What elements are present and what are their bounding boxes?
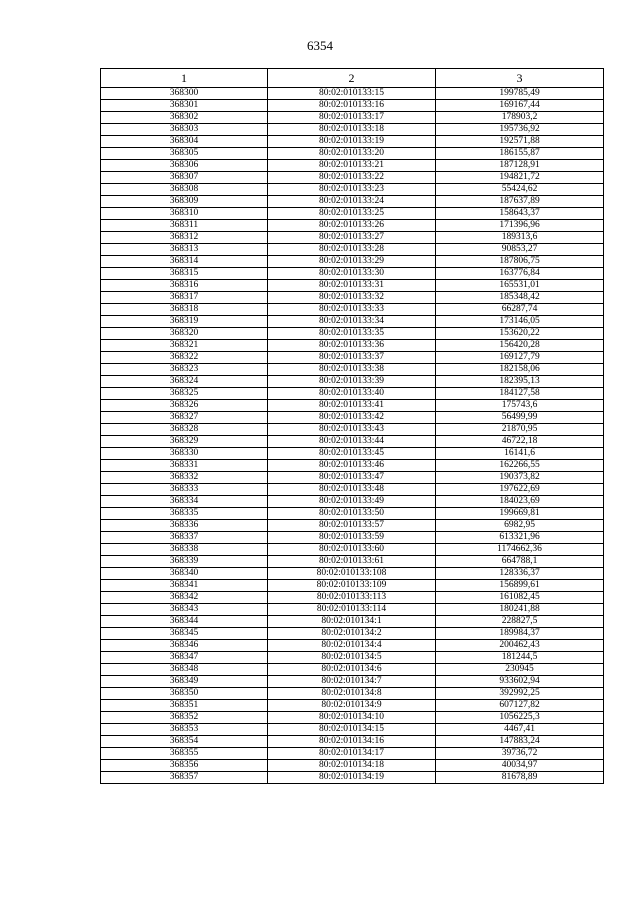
value-cell: 189984,37 xyxy=(436,628,604,640)
cadastral-number-cell: 80:02:010133:49 xyxy=(268,496,436,508)
value-cell: 192571,88 xyxy=(436,136,604,148)
row-number-cell: 368327 xyxy=(101,412,268,424)
row-number-cell: 368331 xyxy=(101,460,268,472)
value-cell: 147883,24 xyxy=(436,736,604,748)
table-row xyxy=(101,340,604,352)
value-cell: 66287,74 xyxy=(436,304,604,316)
table-row xyxy=(101,664,604,676)
cadastral-number-cell: 80:02:010134:6 xyxy=(268,664,436,676)
cadastral-number-cell: 80:02:010134:17 xyxy=(268,748,436,760)
value-cell: 6982,95 xyxy=(436,520,604,532)
table-row xyxy=(101,520,604,532)
table-row xyxy=(101,364,604,376)
cadastral-number-cell: 80:02:010133:24 xyxy=(268,196,436,208)
table-row xyxy=(101,88,604,100)
cadastral-number-cell: 80:02:010133:16 xyxy=(268,100,436,112)
value-cell: 178903,2 xyxy=(436,112,604,124)
row-number-cell: 368310 xyxy=(101,208,268,220)
table-row xyxy=(101,724,604,736)
cadastral-number-cell: 80:02:010133:113 xyxy=(268,592,436,604)
table-row xyxy=(101,460,604,472)
row-number-cell: 368329 xyxy=(101,436,268,448)
value-cell: 56499,99 xyxy=(436,412,604,424)
row-number-cell: 368336 xyxy=(101,520,268,532)
cadastral-number-cell: 80:02:010133:27 xyxy=(268,232,436,244)
column-header-2: 2 xyxy=(268,69,436,88)
cadastral-number-cell: 80:02:010134:18 xyxy=(268,760,436,772)
row-number-cell: 368307 xyxy=(101,172,268,184)
value-cell: 184023,69 xyxy=(436,496,604,508)
row-number-cell: 368312 xyxy=(101,232,268,244)
value-cell: 165531,01 xyxy=(436,280,604,292)
row-number-cell: 368320 xyxy=(101,328,268,340)
row-number-cell: 368326 xyxy=(101,400,268,412)
table-row xyxy=(101,400,604,412)
cadastral-number-cell: 80:02:010133:43 xyxy=(268,424,436,436)
value-cell: 40034,97 xyxy=(436,760,604,772)
row-number-cell: 368303 xyxy=(101,124,268,136)
row-number-cell: 368324 xyxy=(101,376,268,388)
table-row xyxy=(101,316,604,328)
table-body xyxy=(101,88,604,784)
table-header-row xyxy=(101,69,604,88)
value-cell: 185348,42 xyxy=(436,292,604,304)
cadastral-number-cell: 80:02:010133:18 xyxy=(268,124,436,136)
table-row xyxy=(101,772,604,784)
row-number-cell: 368319 xyxy=(101,316,268,328)
cadastral-number-cell: 80:02:010133:33 xyxy=(268,304,436,316)
value-cell: 182158,06 xyxy=(436,364,604,376)
table-row xyxy=(101,244,604,256)
cadastral-number-cell: 80:02:010133:32 xyxy=(268,292,436,304)
cadastral-number-cell: 80:02:010133:31 xyxy=(268,280,436,292)
value-cell: 184127,58 xyxy=(436,388,604,400)
table-row xyxy=(101,220,604,232)
row-number-cell: 368342 xyxy=(101,592,268,604)
data-table xyxy=(100,68,604,784)
row-number-cell: 368346 xyxy=(101,640,268,652)
cadastral-number-cell: 80:02:010134:8 xyxy=(268,688,436,700)
row-number-cell: 368349 xyxy=(101,676,268,688)
value-cell: 81678,89 xyxy=(436,772,604,784)
row-number-cell: 368333 xyxy=(101,484,268,496)
cadastral-number-cell: 80:02:010133:109 xyxy=(268,580,436,592)
value-cell: 195736,92 xyxy=(436,124,604,136)
cadastral-number-cell: 80:02:010133:22 xyxy=(268,172,436,184)
cadastral-number-cell: 80:02:010133:28 xyxy=(268,244,436,256)
value-cell: 128336,37 xyxy=(436,568,604,580)
value-cell: 4467,41 xyxy=(436,724,604,736)
value-cell: 933602,94 xyxy=(436,676,604,688)
value-cell: 228827,5 xyxy=(436,616,604,628)
value-cell: 182395,13 xyxy=(436,376,604,388)
row-number-cell: 368325 xyxy=(101,388,268,400)
table-row xyxy=(101,496,604,508)
row-number-cell: 368323 xyxy=(101,364,268,376)
value-cell: 16141,6 xyxy=(436,448,604,460)
row-number-cell: 368339 xyxy=(101,556,268,568)
table-row xyxy=(101,640,604,652)
cadastral-number-cell: 80:02:010133:35 xyxy=(268,328,436,340)
row-number-cell: 368305 xyxy=(101,148,268,160)
cadastral-number-cell: 80:02:010133:48 xyxy=(268,484,436,496)
table-row xyxy=(101,472,604,484)
value-cell: 90853,27 xyxy=(436,244,604,256)
value-cell: 171396,96 xyxy=(436,220,604,232)
row-number-cell: 368302 xyxy=(101,112,268,124)
cadastral-number-cell: 80:02:010134:16 xyxy=(268,736,436,748)
table-row xyxy=(101,736,604,748)
table-row xyxy=(101,328,604,340)
cadastral-number-cell: 80:02:010134:5 xyxy=(268,652,436,664)
row-number-cell: 368355 xyxy=(101,748,268,760)
table-row xyxy=(101,136,604,148)
table-row xyxy=(101,256,604,268)
value-cell: 55424,62 xyxy=(436,184,604,196)
row-number-cell: 368338 xyxy=(101,544,268,556)
table-row xyxy=(101,568,604,580)
value-cell: 186155,87 xyxy=(436,148,604,160)
row-number-cell: 368337 xyxy=(101,532,268,544)
row-number-cell: 368344 xyxy=(101,616,268,628)
cadastral-number-cell: 80:02:010133:114 xyxy=(268,604,436,616)
value-cell: 46722,18 xyxy=(436,436,604,448)
value-cell: 613321,96 xyxy=(436,532,604,544)
table-row xyxy=(101,304,604,316)
row-number-cell: 368301 xyxy=(101,100,268,112)
table-row xyxy=(101,292,604,304)
row-number-cell: 368356 xyxy=(101,760,268,772)
value-cell: 169167,44 xyxy=(436,100,604,112)
cadastral-number-cell: 80:02:010133:61 xyxy=(268,556,436,568)
row-number-cell: 368304 xyxy=(101,136,268,148)
table-row xyxy=(101,388,604,400)
cadastral-number-cell: 80:02:010133:20 xyxy=(268,148,436,160)
page-number: 6354 xyxy=(307,38,333,53)
row-number-cell: 368350 xyxy=(101,688,268,700)
cadastral-number-cell: 80:02:010133:50 xyxy=(268,508,436,520)
value-cell: 169127,79 xyxy=(436,352,604,364)
value-cell: 607127,82 xyxy=(436,700,604,712)
cadastral-number-cell: 80:02:010133:47 xyxy=(268,472,436,484)
row-number-cell: 368353 xyxy=(101,724,268,736)
table-row xyxy=(101,532,604,544)
value-cell: 163776,84 xyxy=(436,268,604,280)
table-row xyxy=(101,172,604,184)
cadastral-number-cell: 80:02:010133:37 xyxy=(268,352,436,364)
table-row xyxy=(101,232,604,244)
row-number-cell: 368311 xyxy=(101,220,268,232)
cadastral-number-cell: 80:02:010134:15 xyxy=(268,724,436,736)
table-row xyxy=(101,544,604,556)
table-row xyxy=(101,484,604,496)
row-number-cell: 368354 xyxy=(101,736,268,748)
value-cell: 158643,37 xyxy=(436,208,604,220)
table-row xyxy=(101,424,604,436)
row-number-cell: 368300 xyxy=(101,88,268,100)
row-number-cell: 368352 xyxy=(101,712,268,724)
value-cell: 181244,5 xyxy=(436,652,604,664)
cadastral-number-cell: 80:02:010133:38 xyxy=(268,364,436,376)
cadastral-number-cell: 80:02:010133:25 xyxy=(268,208,436,220)
cadastral-number-cell: 80:02:010133:42 xyxy=(268,412,436,424)
row-number-cell: 368315 xyxy=(101,268,268,280)
table-row xyxy=(101,268,604,280)
column-header-1: 1 xyxy=(101,69,268,88)
cadastral-number-cell: 80:02:010134:9 xyxy=(268,700,436,712)
row-number-cell: 368318 xyxy=(101,304,268,316)
table-row xyxy=(101,580,604,592)
value-cell: 21870,95 xyxy=(436,424,604,436)
value-cell: 187806,75 xyxy=(436,256,604,268)
cadastral-number-cell: 80:02:010133:46 xyxy=(268,460,436,472)
table-row xyxy=(101,436,604,448)
table-row xyxy=(101,208,604,220)
table-row xyxy=(101,448,604,460)
table-row xyxy=(101,196,604,208)
table-row xyxy=(101,412,604,424)
row-number-cell: 368306 xyxy=(101,160,268,172)
value-cell: 161082,45 xyxy=(436,592,604,604)
value-cell: 194821,72 xyxy=(436,172,604,184)
row-number-cell: 368334 xyxy=(101,496,268,508)
cadastral-number-cell: 80:02:010133:21 xyxy=(268,160,436,172)
cadastral-number-cell: 80:02:010133:59 xyxy=(268,532,436,544)
table-row xyxy=(101,676,604,688)
table-row xyxy=(101,124,604,136)
row-number-cell: 368309 xyxy=(101,196,268,208)
value-cell: 180241,88 xyxy=(436,604,604,616)
table-row xyxy=(101,700,604,712)
row-number-cell: 368347 xyxy=(101,652,268,664)
table-row xyxy=(101,712,604,724)
cadastral-number-cell: 80:02:010134:7 xyxy=(268,676,436,688)
cadastral-number-cell: 80:02:010133:60 xyxy=(268,544,436,556)
row-number-cell: 368313 xyxy=(101,244,268,256)
value-cell: 200462,43 xyxy=(436,640,604,652)
value-cell: 175743,6 xyxy=(436,400,604,412)
cadastral-number-cell: 80:02:010133:26 xyxy=(268,220,436,232)
table-row xyxy=(101,280,604,292)
value-cell: 173146,05 xyxy=(436,316,604,328)
value-cell: 156420,28 xyxy=(436,340,604,352)
value-cell: 153620,22 xyxy=(436,328,604,340)
table-row xyxy=(101,748,604,760)
value-cell: 190373,82 xyxy=(436,472,604,484)
table-row xyxy=(101,688,604,700)
row-number-cell: 368330 xyxy=(101,448,268,460)
row-number-cell: 368316 xyxy=(101,280,268,292)
row-number-cell: 368341 xyxy=(101,580,268,592)
value-cell: 230945 xyxy=(436,664,604,676)
row-number-cell: 368351 xyxy=(101,700,268,712)
cadastral-number-cell: 80:02:010134:1 xyxy=(268,616,436,628)
table-row xyxy=(101,100,604,112)
row-number-cell: 368321 xyxy=(101,340,268,352)
column-header-3: 3 xyxy=(436,69,604,88)
cadastral-number-cell: 80:02:010133:15 xyxy=(268,88,436,100)
row-number-cell: 368314 xyxy=(101,256,268,268)
row-number-cell: 368345 xyxy=(101,628,268,640)
cadastral-number-cell: 80:02:010134:4 xyxy=(268,640,436,652)
cadastral-number-cell: 80:02:010133:17 xyxy=(268,112,436,124)
cadastral-number-cell: 80:02:010133:19 xyxy=(268,136,436,148)
table-row xyxy=(101,628,604,640)
value-cell: 1056225,3 xyxy=(436,712,604,724)
cadastral-number-cell: 80:02:010134:10 xyxy=(268,712,436,724)
cadastral-number-cell: 80:02:010133:108 xyxy=(268,568,436,580)
value-cell: 187637,89 xyxy=(436,196,604,208)
value-cell: 197622,69 xyxy=(436,484,604,496)
cadastral-number-cell: 80:02:010133:44 xyxy=(268,436,436,448)
cadastral-number-cell: 80:02:010133:30 xyxy=(268,268,436,280)
table-row xyxy=(101,160,604,172)
cadastral-number-cell: 80:02:010133:36 xyxy=(268,340,436,352)
value-cell: 1174662,36 xyxy=(436,544,604,556)
table-row xyxy=(101,376,604,388)
value-cell: 189313,6 xyxy=(436,232,604,244)
cadastral-number-cell: 80:02:010133:23 xyxy=(268,184,436,196)
cadastral-number-cell: 80:02:010133:45 xyxy=(268,448,436,460)
value-cell: 392992,25 xyxy=(436,688,604,700)
table-row xyxy=(101,148,604,160)
table-row xyxy=(101,352,604,364)
table-row xyxy=(101,556,604,568)
value-cell: 162266,55 xyxy=(436,460,604,472)
table-row xyxy=(101,760,604,772)
table-row xyxy=(101,652,604,664)
row-number-cell: 368357 xyxy=(101,772,268,784)
row-number-cell: 368322 xyxy=(101,352,268,364)
table-row xyxy=(101,616,604,628)
row-number-cell: 368343 xyxy=(101,604,268,616)
value-cell: 664788,1 xyxy=(436,556,604,568)
table-row xyxy=(101,592,604,604)
value-cell: 39736,72 xyxy=(436,748,604,760)
cadastral-number-cell: 80:02:010133:29 xyxy=(268,256,436,268)
row-number-cell: 368348 xyxy=(101,664,268,676)
cadastral-number-cell: 80:02:010133:34 xyxy=(268,316,436,328)
row-number-cell: 368328 xyxy=(101,424,268,436)
value-cell: 199669,81 xyxy=(436,508,604,520)
cadastral-number-cell: 80:02:010133:57 xyxy=(268,520,436,532)
row-number-cell: 368308 xyxy=(101,184,268,196)
row-number-cell: 368335 xyxy=(101,508,268,520)
table-row xyxy=(101,112,604,124)
cadastral-number-cell: 80:02:010134:2 xyxy=(268,628,436,640)
table-row xyxy=(101,604,604,616)
row-number-cell: 368340 xyxy=(101,568,268,580)
value-cell: 199785,49 xyxy=(436,88,604,100)
row-number-cell: 368332 xyxy=(101,472,268,484)
cadastral-number-cell: 80:02:010134:19 xyxy=(268,772,436,784)
table-row xyxy=(101,184,604,196)
value-cell: 187128,91 xyxy=(436,160,604,172)
value-cell: 156899,61 xyxy=(436,580,604,592)
row-number-cell: 368317 xyxy=(101,292,268,304)
cadastral-number-cell: 80:02:010133:40 xyxy=(268,388,436,400)
table-row xyxy=(101,508,604,520)
cadastral-number-cell: 80:02:010133:39 xyxy=(268,376,436,388)
cadastral-number-cell: 80:02:010133:41 xyxy=(268,400,436,412)
